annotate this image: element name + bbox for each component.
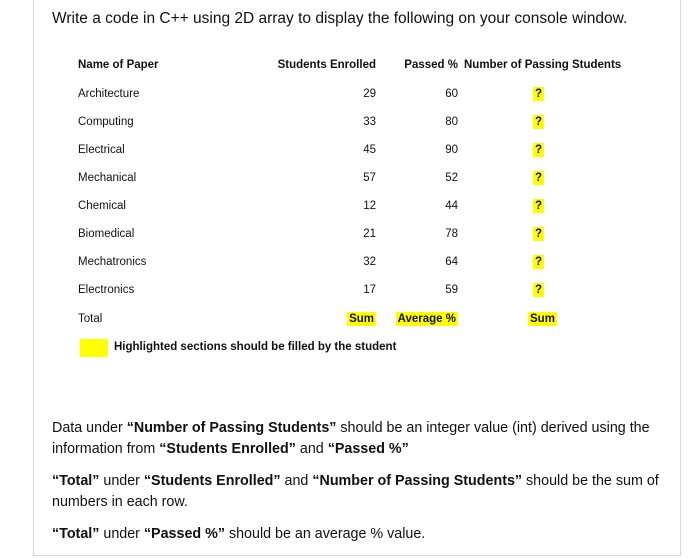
row-passed: 78 <box>445 228 458 240</box>
note-bold: “Total” <box>52 473 100 489</box>
row-name: Computing <box>78 116 134 128</box>
total-label: Total <box>78 313 103 325</box>
note-text: and <box>280 473 313 489</box>
note-text: should be an integer value (int) derived using the information from <box>52 420 650 457</box>
row-number-placeholder: ? <box>535 228 543 240</box>
note-text: and <box>295 441 328 457</box>
row-name: Electronics <box>78 284 135 296</box>
note-bold: “Total” <box>52 526 100 542</box>
row-name: Architecture <box>78 88 140 100</box>
legend-swatch <box>80 339 108 357</box>
row-number-placeholder: ? <box>535 256 543 268</box>
header-passed-percent: Passed % <box>404 59 458 71</box>
data-table <box>78 55 638 335</box>
row-enrolled: 45 <box>363 144 376 156</box>
note-text: under <box>99 473 144 489</box>
header-number-of-passing-students: Number of Passing Students <box>464 59 622 71</box>
note-paragraph-3 <box>52 524 672 545</box>
note-bold: “Passed %” <box>327 441 409 457</box>
note-text: should be an average % value. <box>224 526 426 542</box>
row-name: Biomedical <box>78 228 135 240</box>
total-enrolled-placeholder: Sum <box>349 313 374 325</box>
note-bold: “Passed %” <box>143 526 225 542</box>
row-enrolled: 29 <box>363 88 376 100</box>
row-enrolled: 57 <box>363 172 376 184</box>
note-text: should be the sum of numbers in each row. <box>52 473 659 510</box>
row-enrolled: 21 <box>363 228 376 240</box>
row-passed: 44 <box>445 200 458 212</box>
note-text: under <box>99 526 144 542</box>
row-number-placeholder: ? <box>535 172 543 184</box>
row-number-placeholder: ? <box>535 116 543 128</box>
row-number-placeholder: ? <box>535 88 543 100</box>
note-paragraph-2 <box>52 471 672 513</box>
note-text: Data under <box>52 420 127 436</box>
row-enrolled: 17 <box>363 284 376 296</box>
row-name: Chemical <box>78 200 126 212</box>
row-passed: 90 <box>445 144 458 156</box>
total-passed-placeholder: Average % <box>397 313 456 325</box>
assignment-heading: Write a code in C++ using 2D array to display the following on your console window. <box>52 10 628 27</box>
note-bold: “Number of Passing Students” <box>126 420 337 436</box>
total-number-placeholder: Sum <box>530 313 555 325</box>
header-students-enrolled: Students Enrolled <box>277 59 376 71</box>
row-enrolled: 33 <box>363 116 376 128</box>
row-number-placeholder: ? <box>535 144 543 156</box>
row-passed: 80 <box>445 116 458 128</box>
header-name-of-paper: Name of Paper <box>78 59 159 71</box>
row-number-placeholder: ? <box>535 200 543 212</box>
note-bold: “Students Enrolled” <box>143 473 281 489</box>
row-enrolled: 32 <box>363 256 376 268</box>
note-bold: “Number of Passing Students” <box>312 473 523 489</box>
row-passed: 59 <box>445 284 458 296</box>
row-passed: 52 <box>445 172 458 184</box>
row-enrolled: 12 <box>363 200 376 212</box>
row-passed: 60 <box>445 88 458 100</box>
row-passed: 64 <box>445 256 458 268</box>
row-number-placeholder: ? <box>535 284 543 296</box>
note-bold: “Students Enrolled” <box>159 441 296 457</box>
row-name: Electrical <box>78 144 125 156</box>
row-name: Mechatronics <box>78 256 147 268</box>
legend-text: Highlighted sections should be filled by the student <box>114 341 397 353</box>
note-paragraph-1 <box>52 418 672 460</box>
row-name: Mechanical <box>78 172 137 184</box>
